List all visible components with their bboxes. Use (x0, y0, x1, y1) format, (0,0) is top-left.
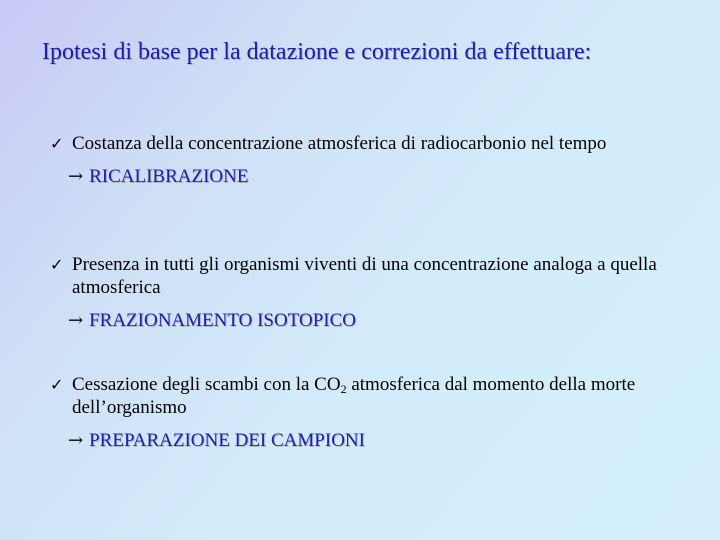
bullet-3-text-after: atmosferica dal momento della morte dell’organismo (72, 374, 636, 418)
bullet-item-3 (50, 373, 690, 453)
bullet-text-3 (50, 373, 690, 419)
bullet-3-text-before: Cessazione degli scambi con la CO (72, 374, 341, 395)
bullet-2-text: Presenza in tutti gli organismi viventi di una concentrazione analoga a quella atmosferica (72, 254, 657, 298)
bullet-3-subscript: 2 (340, 382, 347, 396)
right-arrow-icon: → (68, 430, 84, 451)
bullet-result-1 (50, 165, 690, 189)
checkmark-icon: ✓ (50, 375, 64, 394)
checkmark-icon: ✓ (50, 134, 64, 153)
bullet-item-1 (50, 132, 690, 189)
result-label-3: PREPARAZIONE DEI CAMPIONI (89, 430, 365, 451)
result-label-2: FRAZIONAMENTO ISOTOPICO (89, 310, 356, 331)
bullet-1-text: Costanza della concentrazione atmosferica di radiocarbonio nel tempo (72, 133, 607, 154)
checkmark-icon: ✓ (50, 255, 64, 274)
bullet-text-1 (50, 132, 690, 155)
slide-title: Ipotesi di base per la datazione e correzioni da effettuare: (42, 39, 592, 65)
result-label-1: RICALIBRAZIONE (89, 166, 249, 187)
right-arrow-icon: → (68, 166, 84, 187)
bullet-result-3 (50, 429, 690, 453)
bullet-result-2 (50, 309, 690, 333)
bullet-text-2 (50, 253, 690, 299)
bullet-item-2 (50, 253, 690, 333)
right-arrow-icon: → (68, 310, 84, 331)
